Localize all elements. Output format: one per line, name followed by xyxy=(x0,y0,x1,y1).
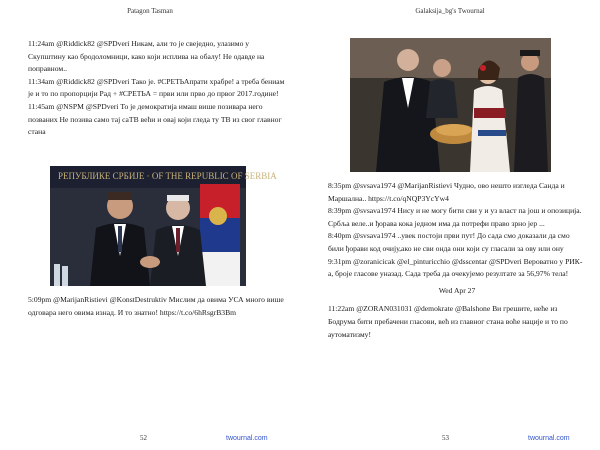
footer-link-left[interactable]: twournal.com xyxy=(226,435,268,442)
photo-handshake xyxy=(50,166,277,286)
photo-welcome xyxy=(350,38,551,172)
page-number-right: 53 xyxy=(442,434,449,442)
tweet-entry: 11:24am @Riddick82 @SPDveri Никам, али то је свеједно, улазимо у Скупштину као бродоломници, како који исплива на обалу! Не одавде на поправном.. xyxy=(28,39,265,74)
running-head-right: Galaksija_bg's Twournal xyxy=(415,7,485,15)
tweet-entry: 8:40pm @svsava1974 ..увек постоји први пут! До сада смо доказали да смо били ђорави код очију,ако не сви онда они који су гласали за ову или ону xyxy=(328,231,570,253)
backdrop-text: РЕПУБЛИКЕ СРБИЈЕ · OF THE REPUBLIC OF SERBIA xyxy=(58,171,277,181)
handshake-photo-image xyxy=(50,166,277,286)
tweet-entry: 8:35pm @svsava1974 @MarijanRistievi Чудно, ово нешто изгледа Санда и Маршална.. https://t.co/qNQP3YcYw4 xyxy=(328,181,565,203)
date-heading: Wed Apr 27 xyxy=(438,285,476,295)
entries-top-left xyxy=(28,38,286,139)
running-head-left: Patagon Tasman xyxy=(127,7,173,15)
tweet-entry: 11:34am @Riddick82 @SPDveri Тако је. #СРЕТЬАпрати храбре! а треба бениам је и то по пропорцији Рад + #СРЕТЬА = први или прво до првог 2017.године! xyxy=(28,76,285,99)
entries-right xyxy=(328,180,586,341)
tweet-entry: 9:31pm @zoranicicak @el_pinturicchio @dsscentar @SPDveri Вероватно у РИК-а, броје гласове уназад. Сада треба да очекујемо резултате за 56,97% тела! xyxy=(328,256,583,279)
right-page xyxy=(300,0,600,450)
page-number-left: 52 xyxy=(140,434,147,442)
footer-link-right[interactable]: twournal.com xyxy=(528,435,570,442)
tweet-entry: 11:22am @ZORAN031031 @demokrate @Balshone Ви грешите, неће из Бодрума бити пребачени гласови, већ из главног стана воће нације и то по аутоматизму! xyxy=(328,304,568,339)
tweet-entry: 8:39pm @svsava1974 Нису и не могу бити сви у и уз власт па још и опозиција. Србља веле..и ђорава кока једном има да потрефи право зрно јер ... xyxy=(328,206,582,228)
welcome-photo-image xyxy=(350,38,551,172)
tweet-entry: 11:45am @NSPM @SPDveri То је демократија имаш више позивара него позваних Не позива само тај саТВ већи и овај који гледа ту ТВ из свог главног стана xyxy=(28,101,282,137)
tweet-entry: 5:09pm @MarijanRistievi @KonstDestruktiv Мислим да овима УСА много више одговара него овима изнад. И то знатно! https://t.co/6hRsgrB3Bm xyxy=(28,295,284,317)
entries-bottom-left xyxy=(28,294,286,319)
